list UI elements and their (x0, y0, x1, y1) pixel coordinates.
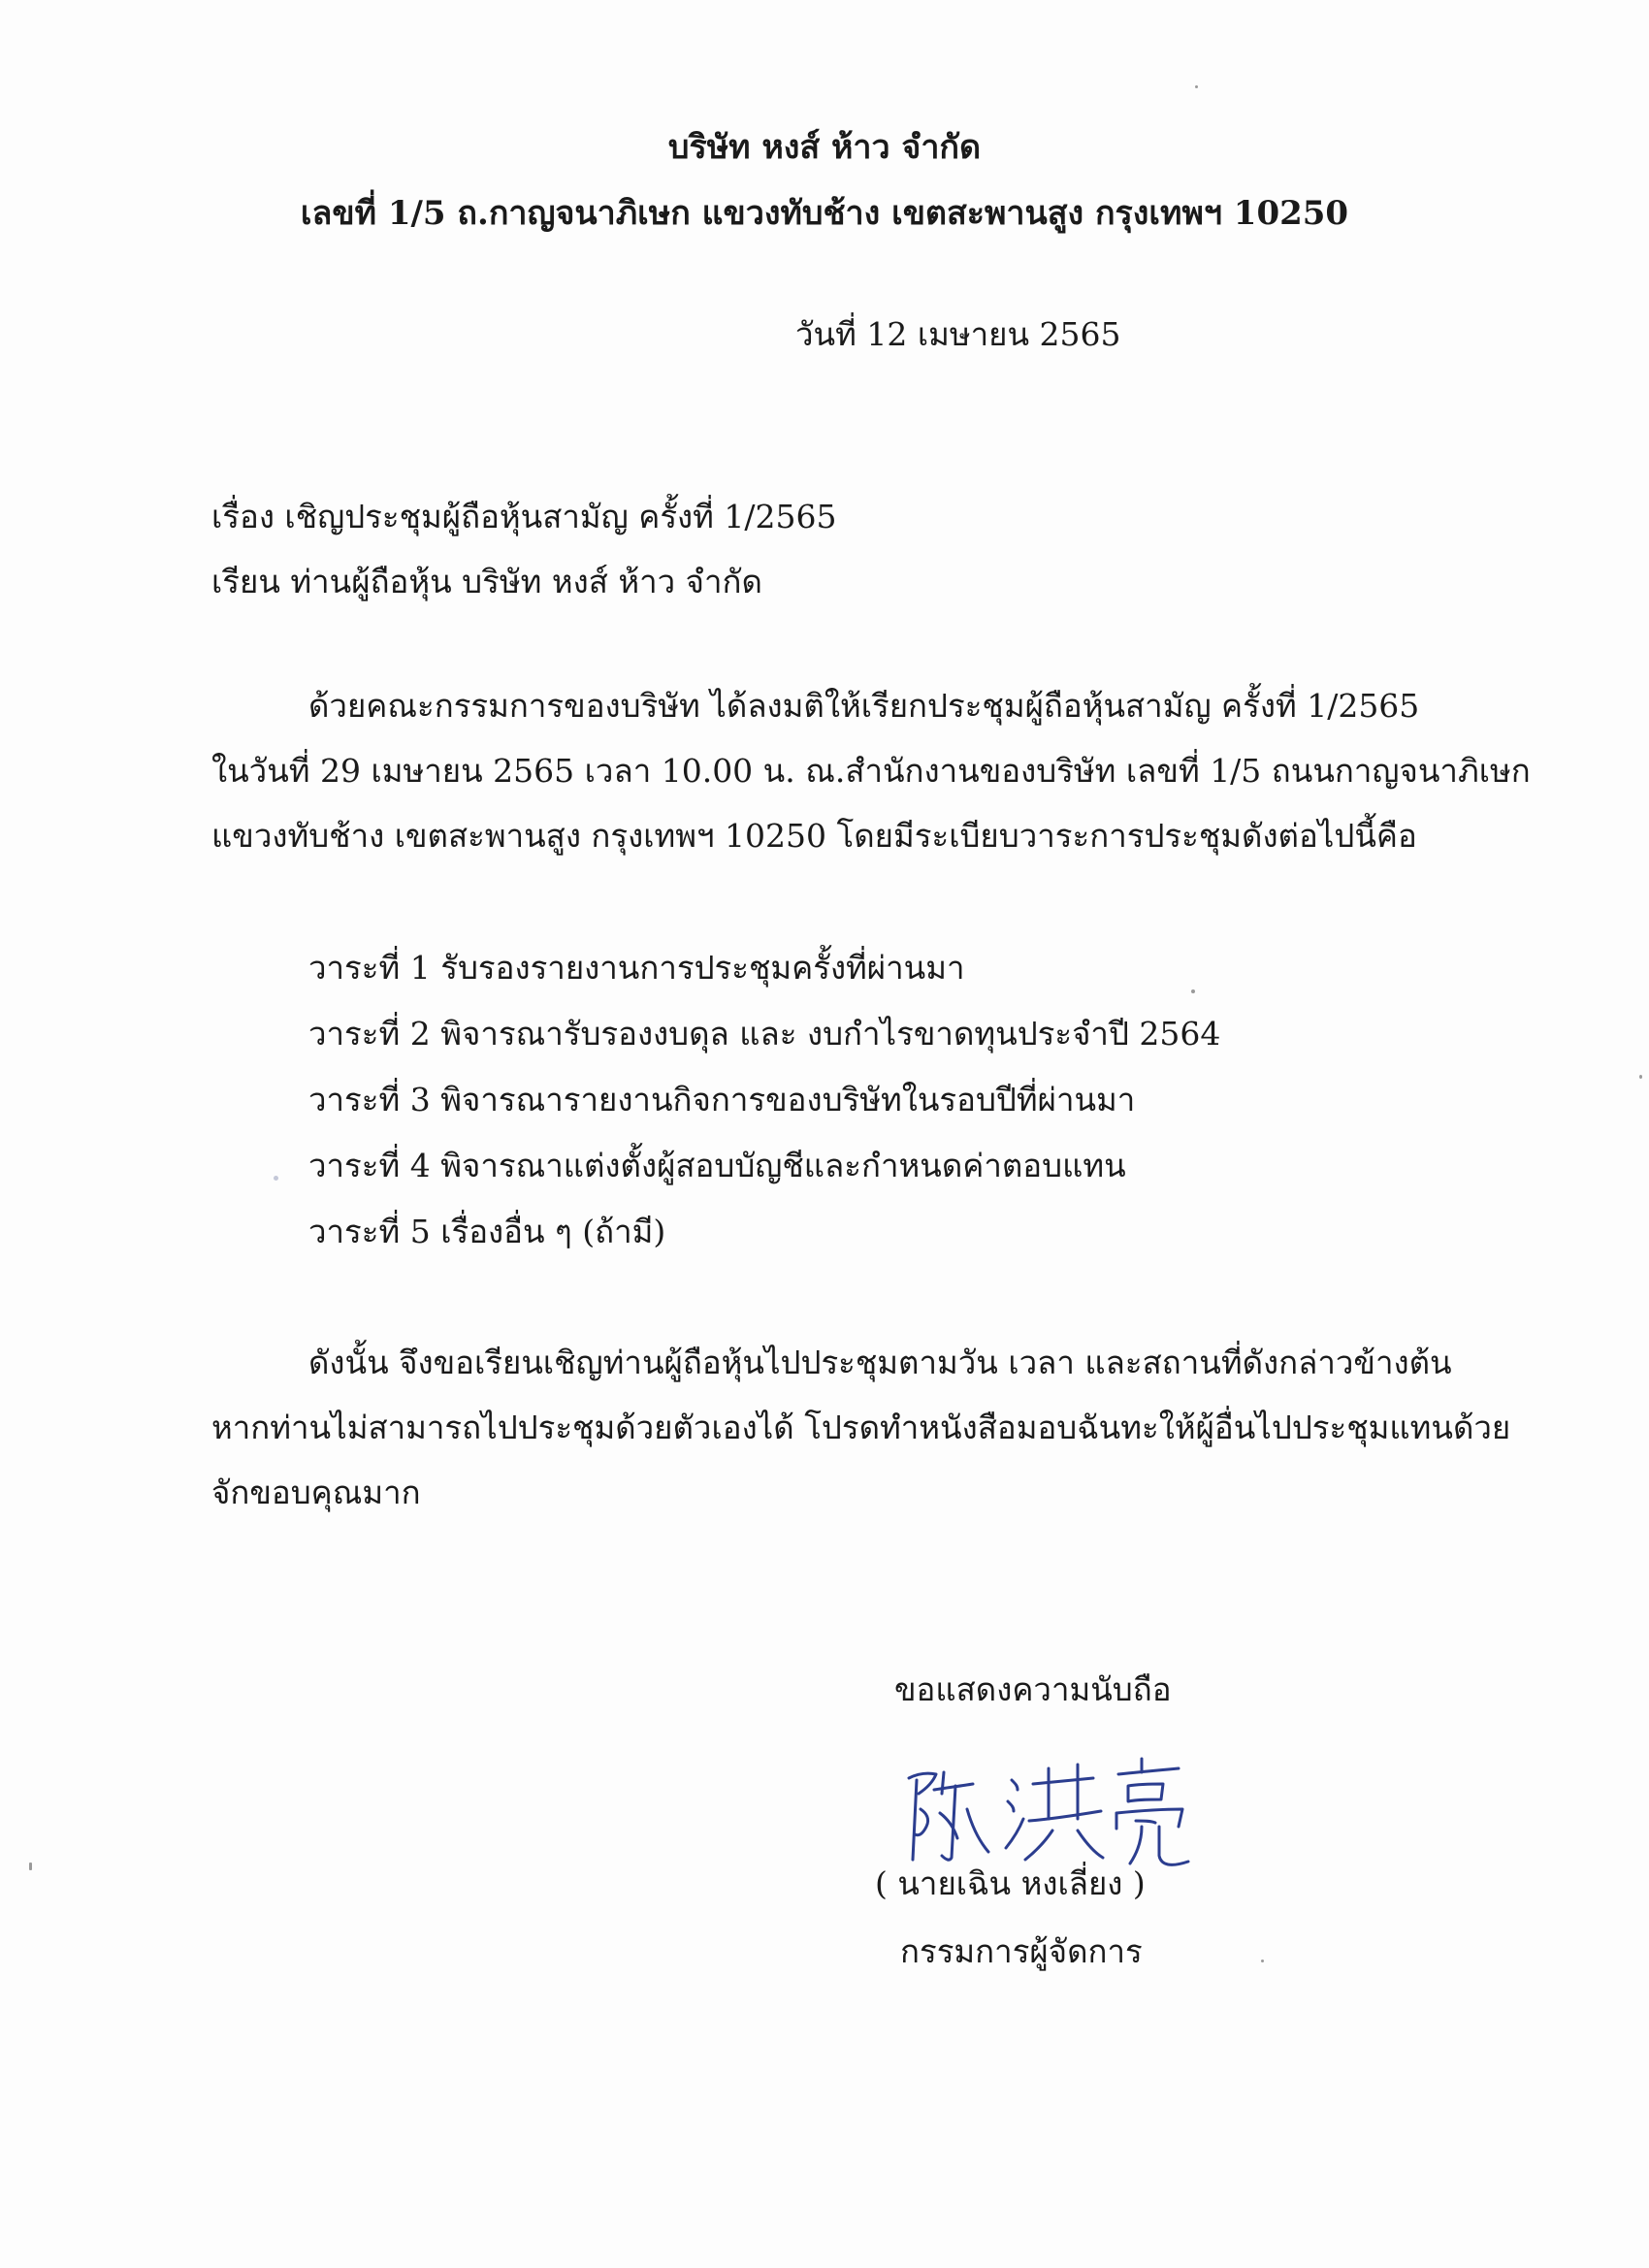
body-paragraph-2-line: หากท่านไม่สามารถไปประชุมด้วยตัวเองได้ โปรดทำหนังสือมอบฉันทะให้ผู้อื่นไปประชุมแทนด้วย (211, 1409, 1511, 1446)
agenda-item-5: วาระที่ 5 เรื่องอื่น ๆ (ถ้ามี) (308, 1213, 666, 1250)
body-paragraph-1-line: ในวันที่ 29 เมษายน 2565 เวลา 10.00 น. ณ.สำนักงานของบริษัท เลขที่ 1/5 ถนนกาญจนาภิเษก (211, 752, 1531, 790)
scan-speck (29, 1863, 32, 1870)
company-name: บริษัท หงส์ ห้าว จำกัด (667, 128, 982, 167)
signatory-name: ( นายเฉิน หงเลี่ยง ) (875, 1864, 1146, 1902)
closing-salutation: ขอแสดงความนับถือ (894, 1670, 1172, 1708)
scan-speck (274, 1176, 278, 1181)
recipient-line: เรียน ท่านผู้ถือหุ้น บริษัท หงส์ ห้าว จำกัด (211, 563, 762, 600)
agenda-item-3: วาระที่ 3 พิจารณารายงานกิจการของบริษัทในรอบปีที่ผ่านมา (308, 1081, 1136, 1118)
scan-speck (1195, 85, 1198, 88)
company-address: เลขที่ 1/5 ถ.กาญจนาภิเษก แขวงทับช้าง เขตสะพานสูง กรุงเทพฯ 10250 (300, 194, 1349, 233)
body-paragraph-1-line: แขวงทับช้าง เขตสะพานสูง กรุงเทพฯ 10250 โดยมีระเบียบวาระการประชุมดังต่อไปนี้คือ (211, 817, 1417, 855)
agenda-item-1: วาระที่ 1 รับรองรายงานการประชุมครั้งที่ผ่านมา (308, 949, 965, 987)
signatory-title: กรรมการผู้จัดการ (900, 1932, 1143, 1970)
scan-speck (1261, 1960, 1264, 1962)
scan-speck (1639, 1075, 1642, 1079)
agenda-item-2: วาระที่ 2 พิจารณารับรองงบดุล และ งบกำไรขาดทุนประจำปี 2564 (308, 1015, 1221, 1053)
subject-line: เรื่อง เชิญประชุมผู้ถือหุ้นสามัญ ครั้งที่ 1/2565 (211, 498, 837, 535)
body-paragraph-1-line: ด้วยคณะกรรมการของบริษัท ได้ลงมติให้เรียกประชุมผู้ถือหุ้นสามัญ ครั้งที่ 1/2565 (308, 687, 1420, 725)
scan-speck (1191, 989, 1195, 993)
agenda-item-4: วาระที่ 4 พิจารณาแต่งตั้งผู้สอบบัญชีและกำหนดค่าตอบแทน (308, 1147, 1126, 1184)
body-paragraph-2-line: ดังนั้น จึงขอเรียนเชิญท่านผู้ถือหุ้นไปประชุมตามวัน เวลา และสถานที่ดังกล่าวข้างต้น (308, 1344, 1452, 1381)
handwritten-signature (888, 1751, 1198, 1872)
letter-date: วันที่ 12 เมษายน 2565 (795, 315, 1121, 353)
body-paragraph-2-line: จักขอบคุณมาก (211, 1474, 421, 1511)
